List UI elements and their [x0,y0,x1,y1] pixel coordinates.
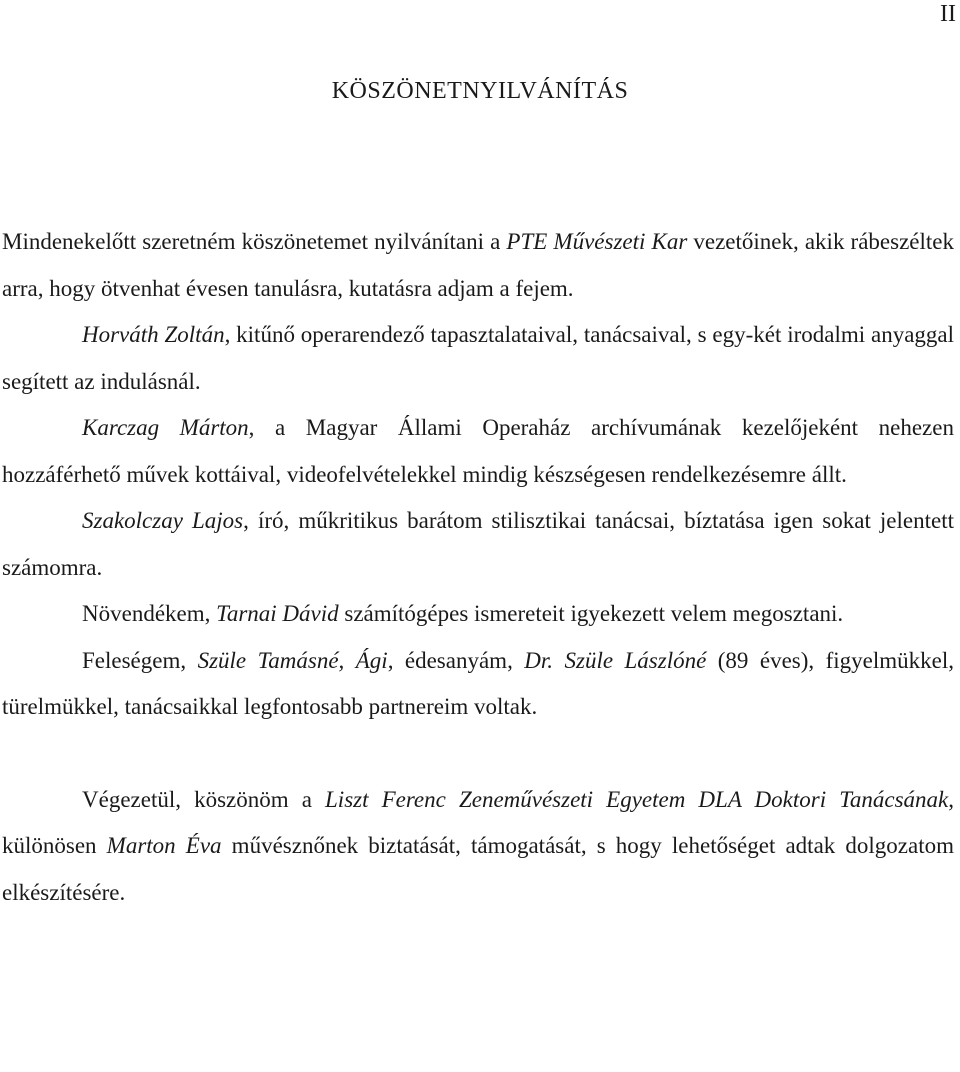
page-number: II [940,1,956,27]
text-segment: , édesanyám, [387,647,525,673]
paragraph-closing [2,777,954,917]
text-segment: vezetőinek, akik rábeszéltek arra, hogy ötvenhat évesen tanulásra, kutatásra adjam a fejem. [2,229,954,301]
paragraph-family [2,638,954,731]
document-body [2,219,954,916]
text-segment: Növendékem, [82,601,217,626]
paragraph-karczag [2,405,954,498]
text-segment: , különösen [2,786,954,858]
paragraph-szakolczay [2,498,954,591]
institution-name: PTE Művészeti Kar [506,229,688,254]
person-name: Szüle Tamásné, Ági [197,647,388,673]
person-name: Dr. Szüle Lászlóné [524,647,707,673]
person-name: Karczag Márton [82,415,249,440]
text-segment: Feleségem, [82,647,198,673]
person-name: Szakolczay Lajos [82,508,244,533]
text-segment: számítógépes ismereteit igyekezett velem megosztani. [338,601,844,626]
text-segment: , a Magyar Állami Operaház archívumának kezelőjeként nehezen hozzáférhető művek kottáival, videofelvételekkel mindig készségesen rendelkezésemre állt. [2,415,954,487]
text-segment: (89 éves), figyelmükkel, türelmükkel, tanácsaikkal legfontosabb partnereim voltak. [2,647,954,719]
paragraph-tarnai [2,591,954,638]
person-name: Tarnai Dávid [216,601,339,626]
person-name: Marton Éva [106,833,222,858]
text-segment: művésznőnek biztatását, támogatását, s hogy lehetőséget adtak dolgozatom elkészítésére. [2,833,954,905]
institution-name: Liszt Ferenc Zeneművészeti Egyetem DLA Doktori Tanácsának [325,786,949,812]
paragraph-horvath [2,312,954,405]
text-segment: , író, műkritikus barátom stilisztikai tanácsai, bíztatása igen sokat jelentett számomra. [2,508,954,580]
paragraph-intro [2,219,954,312]
text-segment: Mindenekelőtt szeretném köszönetemet nyilvánítani a [2,229,507,254]
person-name: Horváth Zoltán [82,322,225,347]
text-segment: , kitűnő operarendező tapasztalataival, tanácsaival, s egy-két irodalmi anyaggal segített az indulásnál. [2,322,954,394]
page-title: KÖSZÖNETNYILVÁNÍTÁS [331,78,629,104]
text-segment: Végezetül, köszönöm a [82,786,326,812]
